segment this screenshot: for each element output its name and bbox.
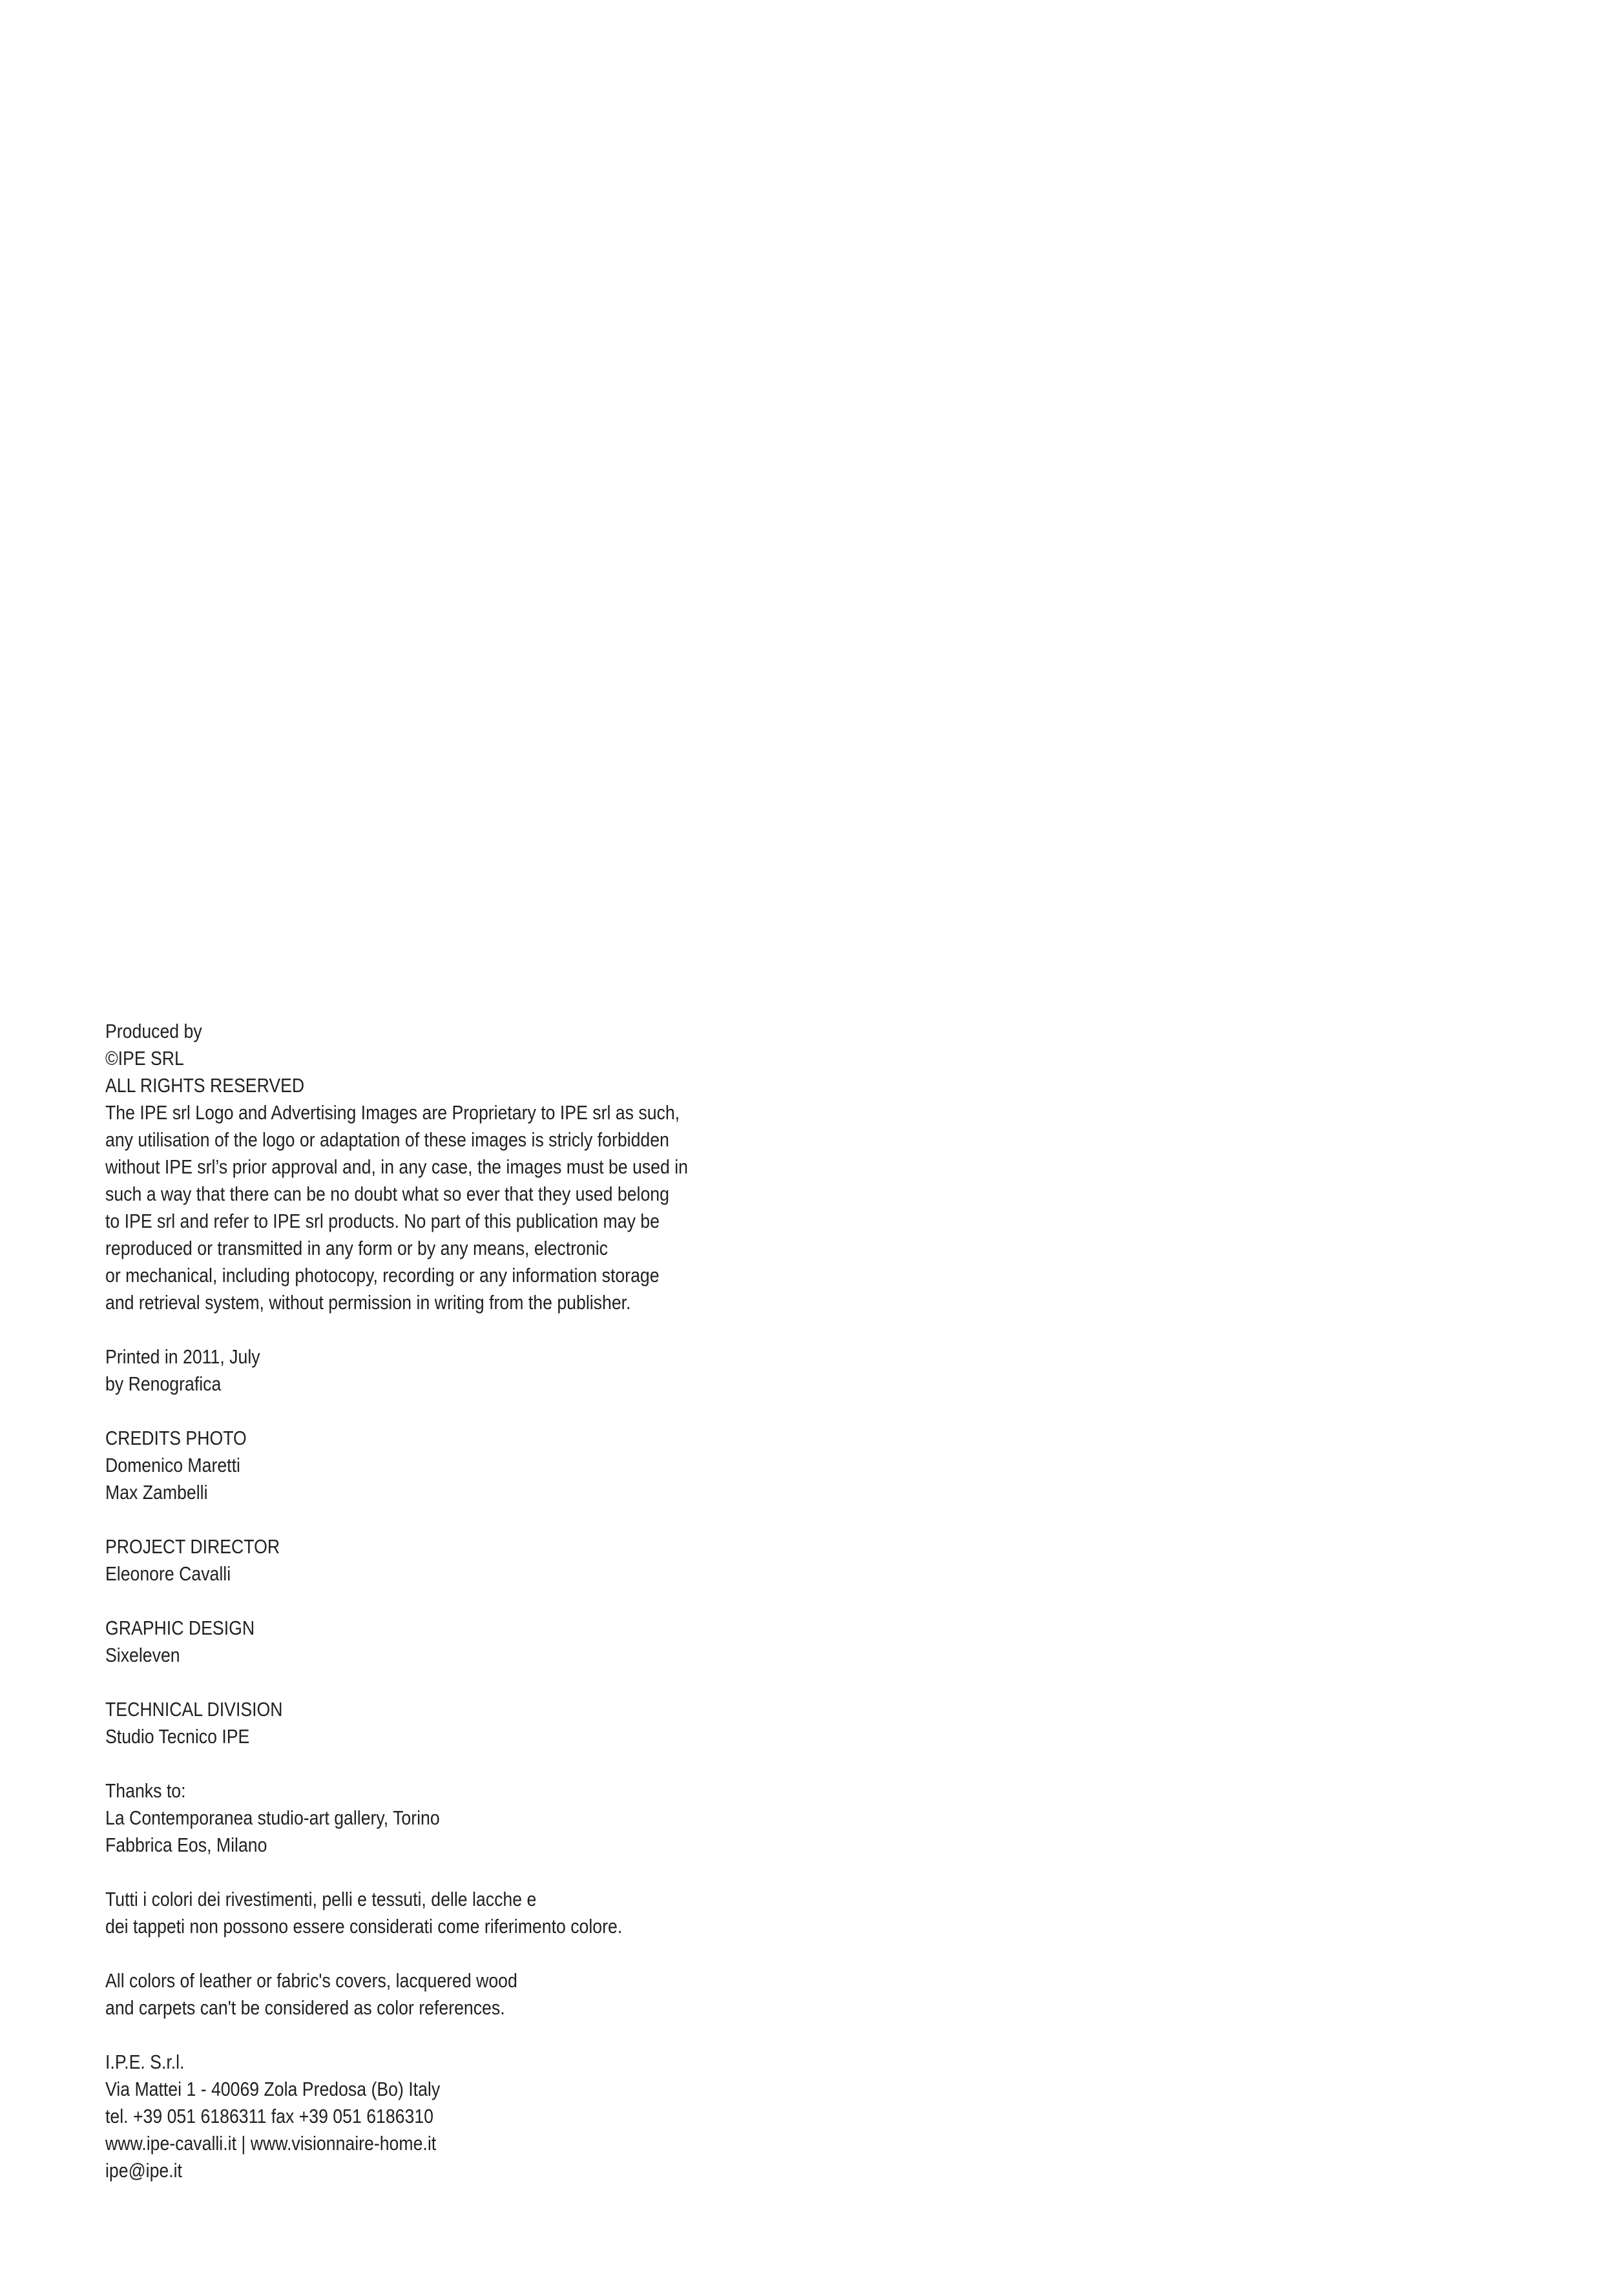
spacer [105,1506,716,1533]
thanks-heading: Thanks to: [105,1779,186,1802]
colophon [105,1018,716,2184]
colour-disclaimer-italian [105,1886,716,1940]
technical-division-block [105,1696,716,1750]
spacer [105,1750,716,1777]
legal-line: reproduced or transmitted in any form or by any means, electronic [105,1237,608,1259]
project-director-heading: PROJECT DIRECTOR [105,1535,280,1558]
legal-line: to IPE srl and refer to IPE srl products. No part of this publication may be [105,1210,660,1232]
credits-photo-heading: CREDITS PHOTO [105,1427,247,1449]
contact-block [105,2049,716,2184]
thanks-name: La Contemporanea studio-art gallery, Torino [105,1806,440,1829]
project-director-block [105,1533,716,1588]
legal-line: such a way that there can be no doubt what so ever that they used belong [105,1183,669,1205]
colour-disclaimer-english [105,1967,716,2022]
disclaimer-line: All colors of leather or fabric's covers, lacquered wood [105,1969,517,1992]
printed-block [105,1343,716,1398]
spacer [105,1398,716,1425]
legal-line: and retrieval system, without permission in writing from the publisher. [105,1291,631,1314]
company-name: I.P.E. S.r.l. [105,2051,185,2073]
spacer [105,2022,716,2049]
graphic-design-heading: GRAPHIC DESIGN [105,1617,255,1639]
disclaimer-line: Tutti i colori dei rivestimenti, pelli e tessuti, delle lacche e [105,1888,537,1910]
photographer-name: Domenico Maretti [105,1454,240,1476]
disclaimer-line: and carpets can't be considered as color references. [105,1996,505,2019]
spacer [105,1859,716,1886]
thanks-name: Fabbrica Eos, Milano [105,1834,267,1856]
legal-line: any utilisation of the logo or adaptation of these images is stricly forbidden [105,1128,669,1151]
company-copyright: ©IPE SRL [105,1047,184,1070]
technical-division-name: Studio Tecnico IPE [105,1725,250,1748]
company-email: ipe@ipe.it [105,2159,182,2182]
company-websites: www.ipe-cavalli.it | www.visionnaire-home.it [105,2132,437,2155]
graphic-design-name: Sixeleven [105,1644,180,1666]
spacer [105,1940,716,1967]
spacer [105,1316,716,1343]
produced-by-block [105,1018,716,1316]
produced-by-label: Produced by [105,1020,202,1042]
legal-line: without IPE srl’s prior approval and, in any case, the images must be used in [105,1155,688,1178]
disclaimer-line: dei tappeti non possono essere considerati come riferimento colore. [105,1915,623,1938]
credits-photo-block [105,1425,716,1506]
legal-line: The IPE srl Logo and Advertising Images are Proprietary to IPE srl as such, [105,1101,680,1124]
spacer [105,1669,716,1696]
rights-notice: ALL RIGHTS RESERVED [105,1074,305,1097]
thanks-block [105,1777,716,1859]
company-phone: tel. +39 051 6186311 fax +39 051 6186310 [105,2105,433,2127]
printer-name: by Renografica [105,1372,222,1395]
printed-date: Printed in 2011, July [105,1345,260,1368]
technical-division-heading: TECHNICAL DIVISION [105,1698,283,1721]
spacer [105,1588,716,1615]
graphic-design-block [105,1615,716,1669]
photographer-name: Max Zambelli [105,1481,208,1504]
company-address: Via Mattei 1 - 40069 Zola Predosa (Bo) Italy [105,2078,441,2100]
legal-line: or mechanical, including photocopy, recording or any information storage [105,1264,660,1287]
project-director-name: Eleonore Cavalli [105,1562,231,1585]
